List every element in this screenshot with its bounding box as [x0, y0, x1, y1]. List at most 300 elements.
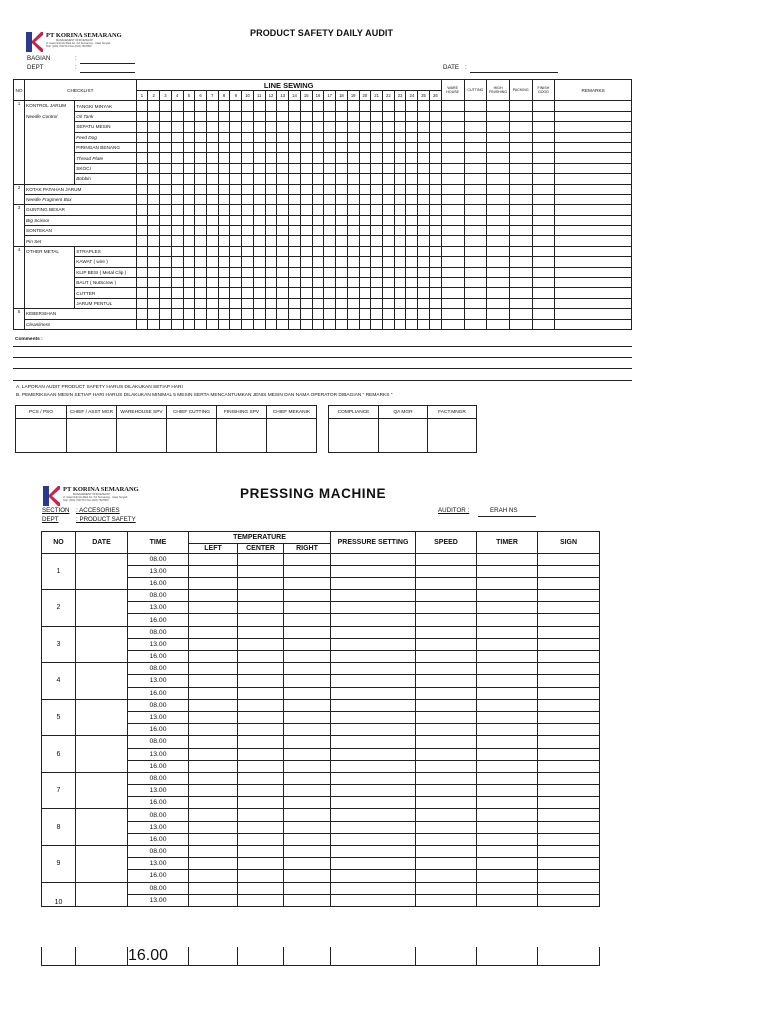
check-cell[interactable]: [487, 226, 510, 236]
check-cell[interactable]: [555, 101, 632, 111]
check-cell[interactable]: [509, 226, 532, 236]
check-cell[interactable]: [242, 226, 254, 236]
check-cell[interactable]: [312, 184, 324, 194]
temp-right-cell[interactable]: [284, 663, 331, 675]
pressure-cell[interactable]: [331, 821, 416, 833]
check-cell[interactable]: [312, 111, 324, 121]
check-cell[interactable]: [171, 194, 183, 204]
check-cell[interactable]: [394, 257, 406, 267]
check-cell[interactable]: [324, 246, 336, 256]
temp-center-cell[interactable]: [238, 882, 284, 894]
check-cell[interactable]: [183, 153, 195, 163]
pressure-cell[interactable]: [331, 785, 416, 797]
timer-cell[interactable]: [477, 638, 538, 650]
check-cell[interactable]: [242, 267, 254, 277]
check-cell[interactable]: [312, 174, 324, 184]
check-cell[interactable]: [336, 236, 348, 246]
check-cell[interactable]: [464, 142, 487, 152]
check-cell[interactable]: [555, 278, 632, 288]
check-cell[interactable]: [487, 101, 510, 111]
check-cell[interactable]: [206, 205, 218, 215]
check-cell[interactable]: [253, 288, 265, 298]
check-cell[interactable]: [429, 309, 441, 319]
check-cell[interactable]: [382, 257, 394, 267]
speed-cell[interactable]: [416, 553, 477, 565]
check-cell[interactable]: [324, 142, 336, 152]
pressure-cell[interactable]: [331, 797, 416, 809]
pressure-cell[interactable]: [331, 553, 416, 565]
check-cell[interactable]: [218, 153, 230, 163]
temp-right-cell[interactable]: [284, 846, 331, 858]
check-cell[interactable]: [136, 194, 148, 204]
temp-right-cell[interactable]: [284, 809, 331, 821]
check-cell[interactable]: [359, 205, 371, 215]
check-cell[interactable]: [206, 101, 218, 111]
check-cell[interactable]: [265, 132, 277, 142]
check-cell[interactable]: [265, 236, 277, 246]
check-cell[interactable]: [509, 184, 532, 194]
check-cell[interactable]: [183, 226, 195, 236]
check-cell[interactable]: [336, 226, 348, 236]
check-cell[interactable]: [509, 101, 532, 111]
check-cell[interactable]: [487, 184, 510, 194]
check-cell[interactable]: [371, 205, 383, 215]
pressure-cell[interactable]: [331, 772, 416, 784]
check-cell[interactable]: [555, 142, 632, 152]
check-cell[interactable]: [359, 309, 371, 319]
check-cell[interactable]: [382, 236, 394, 246]
check-cell[interactable]: [289, 142, 301, 152]
sign-cell[interactable]: [538, 687, 600, 699]
check-cell[interactable]: [324, 298, 336, 308]
temp-center-cell[interactable]: [238, 870, 284, 882]
check-cell[interactable]: [371, 174, 383, 184]
check-cell[interactable]: [218, 319, 230, 329]
sign-cell[interactable]: [538, 821, 600, 833]
temp-right-cell[interactable]: [284, 577, 331, 589]
check-cell[interactable]: [464, 226, 487, 236]
sign-cell[interactable]: [538, 590, 600, 602]
check-cell[interactable]: [382, 163, 394, 173]
check-cell[interactable]: [324, 132, 336, 142]
check-cell[interactable]: [289, 122, 301, 132]
check-cell[interactable]: [509, 132, 532, 142]
signature-box[interactable]: [16, 419, 67, 453]
check-cell[interactable]: [406, 226, 418, 236]
pressure-cell[interactable]: [331, 760, 416, 772]
check-cell[interactable]: [509, 267, 532, 277]
check-cell[interactable]: [277, 257, 289, 267]
check-cell[interactable]: [555, 319, 632, 329]
check-cell[interactable]: [555, 309, 632, 319]
sign-cell[interactable]: [538, 614, 600, 626]
check-cell[interactable]: [218, 205, 230, 215]
speed-cell[interactable]: [416, 626, 477, 638]
check-cell[interactable]: [418, 246, 430, 256]
check-cell[interactable]: [555, 122, 632, 132]
check-cell[interactable]: [555, 257, 632, 267]
check-cell[interactable]: [195, 111, 207, 121]
pressure-cell[interactable]: [331, 736, 416, 748]
check-cell[interactable]: [289, 205, 301, 215]
check-cell[interactable]: [195, 267, 207, 277]
check-cell[interactable]: [429, 111, 441, 121]
check-cell[interactable]: [509, 236, 532, 246]
check-cell[interactable]: [509, 278, 532, 288]
check-cell[interactable]: [148, 205, 160, 215]
check-cell[interactable]: [336, 111, 348, 121]
check-cell[interactable]: [487, 215, 510, 225]
check-cell[interactable]: [359, 246, 371, 256]
check-cell[interactable]: [464, 236, 487, 246]
timer-cell[interactable]: [477, 785, 538, 797]
check-cell[interactable]: [218, 226, 230, 236]
check-cell[interactable]: [394, 246, 406, 256]
speed-cell[interactable]: [416, 760, 477, 772]
check-cell[interactable]: [160, 132, 172, 142]
check-cell[interactable]: [265, 205, 277, 215]
temp-left-cell[interactable]: [189, 947, 238, 966]
check-cell[interactable]: [382, 205, 394, 215]
check-cell[interactable]: [324, 101, 336, 111]
check-cell[interactable]: [382, 309, 394, 319]
check-cell[interactable]: [206, 111, 218, 121]
check-cell[interactable]: [195, 153, 207, 163]
check-cell[interactable]: [336, 184, 348, 194]
check-cell[interactable]: [487, 132, 510, 142]
check-cell[interactable]: [441, 205, 464, 215]
temp-center-cell[interactable]: [238, 809, 284, 821]
check-cell[interactable]: [371, 257, 383, 267]
check-cell[interactable]: [371, 267, 383, 277]
check-cell[interactable]: [289, 163, 301, 173]
check-cell[interactable]: [300, 153, 312, 163]
check-cell[interactable]: [429, 132, 441, 142]
check-cell[interactable]: [347, 122, 359, 132]
check-cell[interactable]: [195, 184, 207, 194]
sign-cell[interactable]: [538, 809, 600, 821]
temp-center-cell[interactable]: [238, 565, 284, 577]
check-cell[interactable]: [277, 101, 289, 111]
temp-right-cell[interactable]: [284, 772, 331, 784]
check-cell[interactable]: [218, 236, 230, 246]
speed-cell[interactable]: [416, 590, 477, 602]
speed-cell[interactable]: [416, 748, 477, 760]
check-cell[interactable]: [429, 205, 441, 215]
check-cell[interactable]: [136, 309, 148, 319]
check-cell[interactable]: [230, 246, 242, 256]
check-cell[interactable]: [487, 153, 510, 163]
temp-right-cell[interactable]: [284, 699, 331, 711]
check-cell[interactable]: [136, 298, 148, 308]
check-cell[interactable]: [218, 174, 230, 184]
check-cell[interactable]: [382, 226, 394, 236]
temp-right-cell[interactable]: [284, 947, 331, 966]
check-cell[interactable]: [218, 132, 230, 142]
temp-center-cell[interactable]: [238, 651, 284, 663]
temp-right-cell[interactable]: [284, 870, 331, 882]
check-cell[interactable]: [242, 309, 254, 319]
check-cell[interactable]: [347, 288, 359, 298]
check-cell[interactable]: [406, 319, 418, 329]
timer-cell[interactable]: [477, 553, 538, 565]
check-cell[interactable]: [218, 257, 230, 267]
check-cell[interactable]: [253, 174, 265, 184]
check-cell[interactable]: [171, 319, 183, 329]
check-cell[interactable]: [418, 101, 430, 111]
speed-cell[interactable]: [416, 772, 477, 784]
check-cell[interactable]: [371, 132, 383, 142]
check-cell[interactable]: [464, 132, 487, 142]
check-cell[interactable]: [464, 288, 487, 298]
check-cell[interactable]: [406, 257, 418, 267]
check-cell[interactable]: [277, 215, 289, 225]
check-cell[interactable]: [218, 184, 230, 194]
sign-cell[interactable]: [538, 785, 600, 797]
check-cell[interactable]: [406, 215, 418, 225]
check-cell[interactable]: [253, 226, 265, 236]
pressure-cell[interactable]: [331, 748, 416, 760]
check-cell[interactable]: [441, 184, 464, 194]
check-cell[interactable]: [148, 288, 160, 298]
pressure-cell[interactable]: [331, 638, 416, 650]
check-cell[interactable]: [148, 246, 160, 256]
temp-left-cell[interactable]: [189, 833, 238, 845]
sign-cell[interactable]: [538, 748, 600, 760]
check-cell[interactable]: [418, 132, 430, 142]
temp-left-cell[interactable]: [189, 651, 238, 663]
check-cell[interactable]: [242, 215, 254, 225]
entry-date[interactable]: [76, 626, 128, 663]
check-cell[interactable]: [382, 174, 394, 184]
check-cell[interactable]: [418, 205, 430, 215]
check-cell[interactable]: [382, 319, 394, 329]
speed-cell[interactable]: [416, 894, 477, 906]
check-cell[interactable]: [265, 122, 277, 132]
check-cell[interactable]: [464, 205, 487, 215]
temp-center-cell[interactable]: [238, 602, 284, 614]
check-cell[interactable]: [347, 236, 359, 246]
check-cell[interactable]: [324, 205, 336, 215]
check-cell[interactable]: [418, 319, 430, 329]
temp-right-cell[interactable]: [284, 797, 331, 809]
check-cell[interactable]: [418, 298, 430, 308]
temp-right-cell[interactable]: [284, 711, 331, 723]
check-cell[interactable]: [324, 184, 336, 194]
check-cell[interactable]: [394, 153, 406, 163]
check-cell[interactable]: [555, 194, 632, 204]
speed-cell[interactable]: [416, 736, 477, 748]
check-cell[interactable]: [206, 298, 218, 308]
check-cell[interactable]: [487, 236, 510, 246]
check-cell[interactable]: [195, 205, 207, 215]
check-cell[interactable]: [441, 163, 464, 173]
check-cell[interactable]: [277, 246, 289, 256]
speed-cell[interactable]: [416, 651, 477, 663]
check-cell[interactable]: [218, 111, 230, 121]
check-cell[interactable]: [289, 132, 301, 142]
check-cell[interactable]: [289, 246, 301, 256]
check-cell[interactable]: [136, 205, 148, 215]
check-cell[interactable]: [206, 288, 218, 298]
check-cell[interactable]: [429, 122, 441, 132]
check-cell[interactable]: [336, 278, 348, 288]
check-cell[interactable]: [160, 278, 172, 288]
temp-left-cell[interactable]: [189, 590, 238, 602]
check-cell[interactable]: [324, 267, 336, 277]
check-cell[interactable]: [509, 319, 532, 329]
check-cell[interactable]: [289, 309, 301, 319]
check-cell[interactable]: [359, 298, 371, 308]
check-cell[interactable]: [347, 257, 359, 267]
check-cell[interactable]: [555, 205, 632, 215]
check-cell[interactable]: [300, 236, 312, 246]
check-cell[interactable]: [336, 205, 348, 215]
check-cell[interactable]: [347, 278, 359, 288]
check-cell[interactable]: [336, 101, 348, 111]
check-cell[interactable]: [312, 226, 324, 236]
speed-cell[interactable]: [416, 687, 477, 699]
check-cell[interactable]: [347, 205, 359, 215]
check-cell[interactable]: [148, 215, 160, 225]
check-cell[interactable]: [148, 267, 160, 277]
check-cell[interactable]: [532, 153, 555, 163]
temp-right-cell[interactable]: [284, 858, 331, 870]
check-cell[interactable]: [242, 298, 254, 308]
check-cell[interactable]: [195, 215, 207, 225]
check-cell[interactable]: [183, 267, 195, 277]
entry-date[interactable]: [76, 846, 128, 883]
check-cell[interactable]: [487, 278, 510, 288]
check-cell[interactable]: [532, 226, 555, 236]
check-cell[interactable]: [300, 278, 312, 288]
check-cell[interactable]: [265, 184, 277, 194]
check-cell[interactable]: [359, 267, 371, 277]
check-cell[interactable]: [300, 111, 312, 121]
check-cell[interactable]: [429, 174, 441, 184]
check-cell[interactable]: [148, 309, 160, 319]
speed-cell[interactable]: [416, 785, 477, 797]
check-cell[interactable]: [336, 215, 348, 225]
check-cell[interactable]: [324, 288, 336, 298]
sign-cell[interactable]: [538, 846, 600, 858]
temp-center-cell[interactable]: [238, 797, 284, 809]
check-cell[interactable]: [171, 278, 183, 288]
check-cell[interactable]: [171, 153, 183, 163]
check-cell[interactable]: [230, 194, 242, 204]
check-cell[interactable]: [347, 132, 359, 142]
check-cell[interactable]: [183, 174, 195, 184]
check-cell[interactable]: [394, 184, 406, 194]
check-cell[interactable]: [160, 236, 172, 246]
check-cell[interactable]: [253, 122, 265, 132]
check-cell[interactable]: [277, 184, 289, 194]
timer-cell[interactable]: [477, 614, 538, 626]
check-cell[interactable]: [300, 246, 312, 256]
check-cell[interactable]: [418, 288, 430, 298]
check-cell[interactable]: [509, 215, 532, 225]
check-cell[interactable]: [300, 142, 312, 152]
check-cell[interactable]: [336, 163, 348, 173]
check-cell[interactable]: [289, 319, 301, 329]
timer-cell[interactable]: [477, 675, 538, 687]
check-cell[interactable]: [160, 205, 172, 215]
check-cell[interactable]: [242, 101, 254, 111]
check-cell[interactable]: [371, 215, 383, 225]
check-cell[interactable]: [160, 153, 172, 163]
check-cell[interactable]: [265, 215, 277, 225]
check-cell[interactable]: [195, 246, 207, 256]
check-cell[interactable]: [324, 122, 336, 132]
check-cell[interactable]: [300, 194, 312, 204]
speed-cell[interactable]: [416, 699, 477, 711]
entry-date[interactable]: [76, 882, 128, 906]
check-cell[interactable]: [195, 174, 207, 184]
check-cell[interactable]: [171, 163, 183, 173]
check-cell[interactable]: [336, 122, 348, 132]
check-cell[interactable]: [218, 122, 230, 132]
check-cell[interactable]: [148, 298, 160, 308]
check-cell[interactable]: [429, 298, 441, 308]
sign-cell[interactable]: [538, 833, 600, 845]
check-cell[interactable]: [300, 101, 312, 111]
check-cell[interactable]: [242, 288, 254, 298]
check-cell[interactable]: [441, 101, 464, 111]
check-cell[interactable]: [359, 278, 371, 288]
check-cell[interactable]: [312, 205, 324, 215]
check-cell[interactable]: [441, 309, 464, 319]
check-cell[interactable]: [136, 142, 148, 152]
check-cell[interactable]: [148, 226, 160, 236]
check-cell[interactable]: [371, 142, 383, 152]
check-cell[interactable]: [324, 226, 336, 236]
check-cell[interactable]: [289, 257, 301, 267]
timer-cell[interactable]: [477, 947, 538, 966]
check-cell[interactable]: [359, 153, 371, 163]
check-cell[interactable]: [359, 288, 371, 298]
check-cell[interactable]: [371, 288, 383, 298]
check-cell[interactable]: [406, 101, 418, 111]
check-cell[interactable]: [347, 267, 359, 277]
temp-left-cell[interactable]: [189, 724, 238, 736]
check-cell[interactable]: [418, 215, 430, 225]
check-cell[interactable]: [555, 246, 632, 256]
check-cell[interactable]: [160, 194, 172, 204]
check-cell[interactable]: [394, 132, 406, 142]
check-cell[interactable]: [487, 122, 510, 132]
timer-cell[interactable]: [477, 687, 538, 699]
timer-cell[interactable]: [477, 651, 538, 663]
check-cell[interactable]: [347, 101, 359, 111]
check-cell[interactable]: [136, 153, 148, 163]
check-cell[interactable]: [336, 298, 348, 308]
pressure-cell[interactable]: [331, 675, 416, 687]
temp-right-cell[interactable]: [284, 687, 331, 699]
check-cell[interactable]: [336, 257, 348, 267]
check-cell[interactable]: [371, 319, 383, 329]
speed-cell[interactable]: [416, 724, 477, 736]
check-cell[interactable]: [230, 122, 242, 132]
check-cell[interactable]: [136, 267, 148, 277]
check-cell[interactable]: [148, 194, 160, 204]
check-cell[interactable]: [406, 309, 418, 319]
check-cell[interactable]: [555, 298, 632, 308]
check-cell[interactable]: [532, 319, 555, 329]
check-cell[interactable]: [464, 298, 487, 308]
check-cell[interactable]: [532, 194, 555, 204]
check-cell[interactable]: [183, 184, 195, 194]
check-cell[interactable]: [195, 122, 207, 132]
